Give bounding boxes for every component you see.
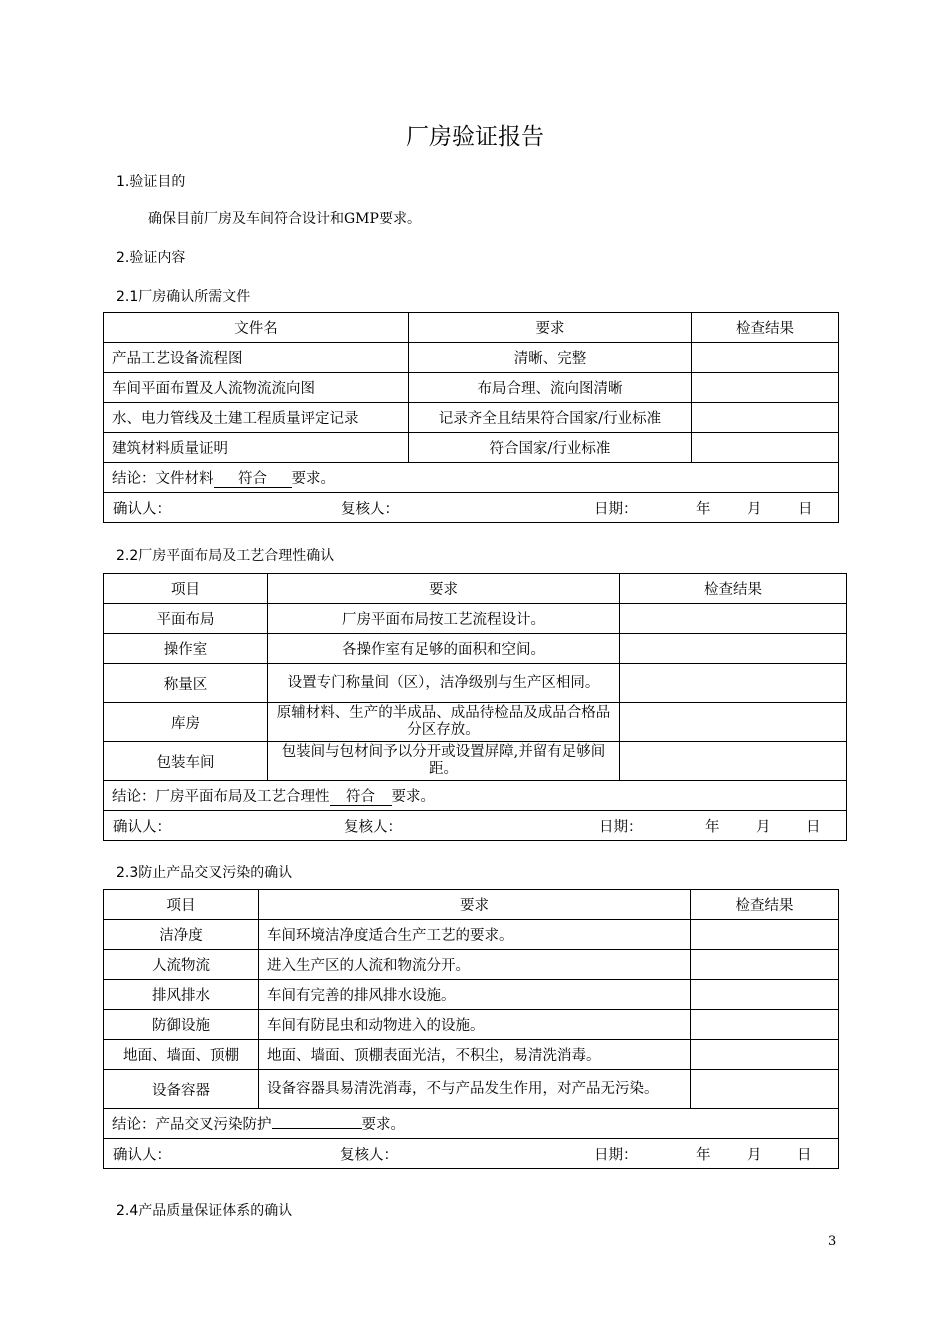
conclusion-cell [104,1109,839,1139]
requirement-cell: 符合国家/行业标准 [409,433,692,463]
day-label: 日 [797,1147,812,1163]
conclusion-row [104,781,847,811]
header-cell: 要求 [259,890,691,920]
day-label: 日 [798,501,813,517]
day-label: 日 [806,819,821,835]
item-cell: 设备容器 [104,1070,259,1109]
section-2-3-heading: 2.3防止产品交叉污染的确认 [116,865,293,881]
table-header-row [104,313,839,343]
document-name-cell: 产品工艺设备流程图 [104,343,409,373]
signature-cell [104,493,839,523]
table-row [104,433,839,463]
result-cell[interactable] [691,1010,839,1040]
table-row [104,634,847,664]
result-cell[interactable] [691,1040,839,1070]
header-cell: 检查结果 [620,574,847,604]
result-cell[interactable] [692,343,839,373]
review-label: 复核人： [344,819,402,835]
document-name-cell: 车间平面布置及人流物流流向图 [104,373,409,403]
date-label: 日期： [594,1147,638,1163]
conclusion-prefix: 结论：厂房平面布局及工艺合理性 [112,789,330,805]
requirement-cell: 布局合理、流向图清晰 [409,373,692,403]
item-cell: 称量区 [104,664,268,703]
signature-row [104,811,847,841]
year-label: 年 [696,501,711,517]
contamination-table [103,889,839,1169]
layout-table [103,573,847,841]
item-cell: 防御设施 [104,1010,259,1040]
section-2-2-heading: 2.2厂房平面布局及工艺合理性确认 [116,548,335,564]
requirement-cell: 原辅材料、生产的半成品、成品待检品及成品合格品分区存放。 [268,703,620,742]
requirement-cell: 清晰、完整 [409,343,692,373]
requirement-cell: 进入生产区的人流和物流分开。 [259,950,691,980]
result-cell[interactable] [691,920,839,950]
section-2-1-heading: 2.1厂房确认所需文件 [116,289,251,305]
item-cell: 洁净度 [104,920,259,950]
conclusion-row [104,1109,839,1139]
confirm-label: 确认人： [113,819,171,835]
table-row [104,920,839,950]
result-cell[interactable] [692,403,839,433]
page-title: 厂房验证报告 [406,124,544,150]
confirm-label: 确认人： [113,501,171,517]
year-label: 年 [705,819,720,835]
requirement-cell: 车间有防昆虫和动物进入的设施。 [259,1010,691,1040]
month-label: 月 [756,819,771,835]
review-label: 复核人： [340,1147,398,1163]
conclusion-prefix: 结论：产品交叉污染防护 [112,1117,272,1133]
table-header-row [104,890,839,920]
requirement-cell: 包装间与包材间予以分开或设置屏障,并留有足够间距。 [268,742,620,781]
review-label: 复核人： [341,501,399,517]
table-row [104,742,847,781]
conclusion-cell [104,463,839,493]
header-cell: 要求 [409,313,692,343]
section-1-heading: 1.验证目的 [116,174,186,190]
signature-row [104,1139,839,1169]
table-row [104,1040,839,1070]
table-header-row [104,574,847,604]
conclusion-row [104,463,839,493]
confirm-label: 确认人： [113,1147,171,1163]
header-cell: 项目 [104,890,259,920]
result-cell[interactable] [620,604,847,634]
requirement-cell: 车间环境洁净度适合生产工艺的要求。 [259,920,691,950]
result-cell[interactable] [691,980,839,1010]
table-row [104,604,847,634]
item-cell: 平面布局 [104,604,268,634]
conclusion-suffix: 要求。 [391,789,435,805]
item-cell: 排风排水 [104,980,259,1010]
requirement-cell: 记录齐全且结果符合国家/行业标准 [409,403,692,433]
result-cell[interactable] [620,742,847,781]
date-label: 日期： [594,501,638,517]
result-cell[interactable] [691,950,839,980]
section-1-text: 确保目前厂房及车间符合设计和GMP要求。 [148,211,421,227]
item-cell: 地面、墙面、顶棚 [104,1040,259,1070]
result-cell[interactable] [692,373,839,403]
requirement-cell: 厂房平面布局按工艺流程设计。 [268,604,620,634]
item-cell: 人流物流 [104,950,259,980]
header-cell: 检查结果 [692,313,839,343]
date-label: 日期： [599,819,643,835]
item-cell: 库房 [104,703,268,742]
table-row [104,664,847,703]
document-name-cell: 建筑材料质量证明 [104,433,409,463]
conclusion-value[interactable]: 符合 [214,471,292,488]
month-label: 月 [747,501,762,517]
table-row [104,373,839,403]
signature-cell [104,811,847,841]
table-row [104,950,839,980]
requirement-cell: 车间有完善的排风排水设施。 [259,980,691,1010]
conclusion-cell [104,781,847,811]
table-row [104,1070,839,1109]
conclusion-suffix: 要求。 [291,471,335,487]
result-cell[interactable] [692,433,839,463]
conclusion-suffix: 要求。 [361,1117,405,1133]
item-cell: 操作室 [104,634,268,664]
documents-table [103,312,839,523]
requirement-cell: 设备容器具易清洗消毒，不与产品发生作用，对产品无污染。 [259,1070,691,1109]
section-2-heading: 2.验证内容 [116,250,186,266]
table-row [104,343,839,373]
table-row [104,403,839,433]
conclusion-value[interactable]: 符合 [330,789,392,806]
result-cell[interactable] [620,703,847,742]
month-label: 月 [747,1147,762,1163]
requirement-cell: 地面、墙面、顶棚表面光洁，不积尘，易清洗消毒。 [259,1040,691,1070]
header-cell: 检查结果 [691,890,839,920]
result-cell[interactable] [620,664,847,703]
section-2-4-heading: 2.4产品质量保证体系的确认 [116,1203,293,1219]
page-number: 3 [828,1234,837,1249]
header-cell: 要求 [268,574,620,604]
header-cell: 项目 [104,574,268,604]
result-cell[interactable] [691,1070,839,1109]
conclusion-value[interactable] [272,1128,362,1129]
table-row [104,980,839,1010]
signature-row [104,493,839,523]
header-cell: 文件名 [104,313,409,343]
item-cell: 包装车间 [104,742,268,781]
year-label: 年 [696,1147,711,1163]
document-name-cell: 水、电力管线及土建工程质量评定记录 [104,403,409,433]
table-row [104,1010,839,1040]
table-row [104,703,847,742]
result-cell[interactable] [620,634,847,664]
signature-cell [104,1139,839,1169]
requirement-cell: 设置专门称量间（区），洁净级别与生产区相同。 [268,664,620,703]
conclusion-prefix: 结论：文件材料 [112,471,214,487]
requirement-cell: 各操作室有足够的面积和空间。 [268,634,620,664]
